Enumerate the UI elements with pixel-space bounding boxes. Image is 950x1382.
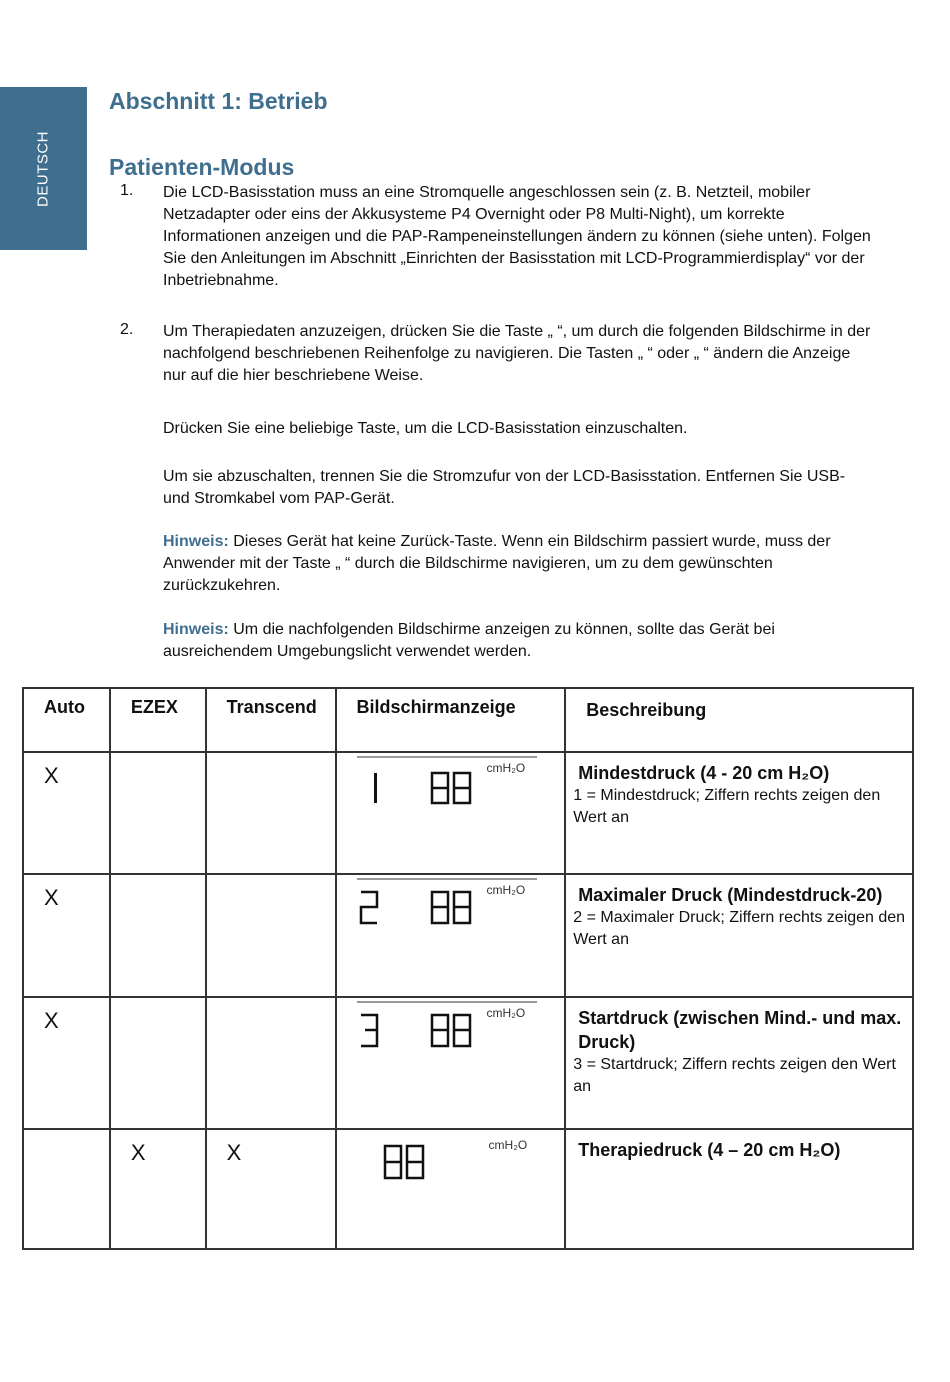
cell-ezex xyxy=(110,752,206,874)
lcd-screen xyxy=(337,753,565,871)
item-1-text: Die LCD-Basisstation muss an eine Stromquelle angeschlossen sein (z. B. Netzteil, mobiler Netzadapter oder eins der Akkusysteme P4 Overnight oder P8 Multi-Night), um korrekte Informationen anzeigen und die PAP-Rampeneinstellungen ändern zu können (siehe unten). Folgen Sie den Anleitungen im Abschnitt „Einrichten der Basisstation mit LCD-Programmierdisplay“ vor der Inbetriebnahme. xyxy=(163,184,871,289)
item-2-number: 2. xyxy=(120,321,134,338)
lcd-screen xyxy=(337,875,565,993)
description-body: 1 = Mindestdruck; Ziffern rechts zeigen den Wert an xyxy=(573,787,881,826)
item-1-number: 1. xyxy=(120,182,134,199)
cell-display xyxy=(336,752,566,874)
section-title: Abschnitt 1: Betrieb xyxy=(109,88,328,114)
hint-text: Um die nachfolgenden Bildschirme anzeigen zu können, sollte das Gerät bei ausreichendem Umgebungslicht verwendet werden. xyxy=(163,621,775,660)
hint-ambient-light xyxy=(163,619,873,663)
language-tab xyxy=(0,87,87,250)
lcd-unit: cmH₂O xyxy=(488,1138,528,1152)
description-body: 2 = Maximaler Druck; Ziffern rechts zeigen den Wert an xyxy=(573,909,906,948)
description-title: Therapiedruck (4 – 20 cm H₂O) xyxy=(578,1140,841,1160)
cell-display xyxy=(336,874,566,997)
paragraph-power-on: Drücken Sie eine beliebige Taste, um die LCD-Basisstation einzuschalten. xyxy=(163,420,688,437)
table-row xyxy=(23,874,913,997)
subsection-title: Patienten-Modus xyxy=(109,154,295,180)
cell-auto: X xyxy=(23,997,110,1129)
paragraph-power-off: Um sie abzuschalten, trennen Sie die Stromzufur von der LCD-Basisstation. Entfernen Sie USB- und Stromkabel vom PAP-Gerät. xyxy=(163,468,846,507)
lcd-unit: cmH₂O xyxy=(486,1006,526,1020)
cell-display xyxy=(336,997,566,1129)
lcd-screen xyxy=(337,998,565,1116)
header-transcend: Transcend xyxy=(206,688,336,752)
lcd-unit: cmH₂O xyxy=(486,883,526,897)
cell-auto xyxy=(23,1129,110,1249)
header-ezex: EZEX xyxy=(110,688,206,752)
header-display: Bildschirmanzeige xyxy=(336,688,566,752)
description-body: 3 = Startdruck; Ziffern rechts zeigen den Wert an xyxy=(573,1056,896,1095)
cell-description xyxy=(565,997,913,1129)
table-header-row xyxy=(23,688,913,752)
lcd-screen xyxy=(337,1130,565,1248)
cell-auto: X xyxy=(23,874,110,997)
table-row xyxy=(23,997,913,1129)
cell-description xyxy=(565,874,913,997)
hint-label: Hinweis: xyxy=(163,621,229,638)
cell-ezex: X xyxy=(110,1129,206,1249)
hint-no-back-button xyxy=(163,531,873,597)
header-description: Beschreibung xyxy=(565,688,913,752)
table-row xyxy=(23,1129,913,1249)
hint-label: Hinweis: xyxy=(163,533,229,550)
item-2-text: Um Therapiedaten anzuzeigen, drücken Sie die Taste „ “, um durch die folgenden Bildschirme in der nachfolgend beschriebenen Reihenfolge zu navigieren. Die Tasten „ “ oder „ “ ändern die Anzeige nur auf die hier beschriebene Weise. xyxy=(163,323,871,384)
language-tab-label: DEUTSCH xyxy=(34,130,52,208)
cell-description xyxy=(565,752,913,874)
cell-description xyxy=(565,1129,913,1249)
cell-transcend xyxy=(206,997,336,1129)
cell-ezex xyxy=(110,997,206,1129)
lcd-unit: cmH₂O xyxy=(486,761,526,775)
cell-transcend: X xyxy=(206,1129,336,1249)
cell-transcend xyxy=(206,874,336,997)
description-title: Mindestdruck (4 - 20 cm H₂O) xyxy=(578,763,830,783)
header-auto: Auto xyxy=(23,688,110,752)
description-title: Startdruck (zwischen Mind.- und max. Druck) xyxy=(578,1008,902,1052)
table-row xyxy=(23,752,913,874)
cell-display xyxy=(336,1129,566,1249)
hint-text: Dieses Gerät hat keine Zurück-Taste. Wenn ein Bildschirm passiert wurde, muss der Anwender mit der Taste „ “ durch die Bildschirme navigieren, um zu dem gewünschten zurückzukehren. xyxy=(163,533,831,594)
screen-table xyxy=(22,687,914,1250)
cell-auto: X xyxy=(23,752,110,874)
cell-ezex xyxy=(110,874,206,997)
cell-transcend xyxy=(206,752,336,874)
description-title: Maximaler Druck (Mindestdruck-20) xyxy=(578,885,883,905)
